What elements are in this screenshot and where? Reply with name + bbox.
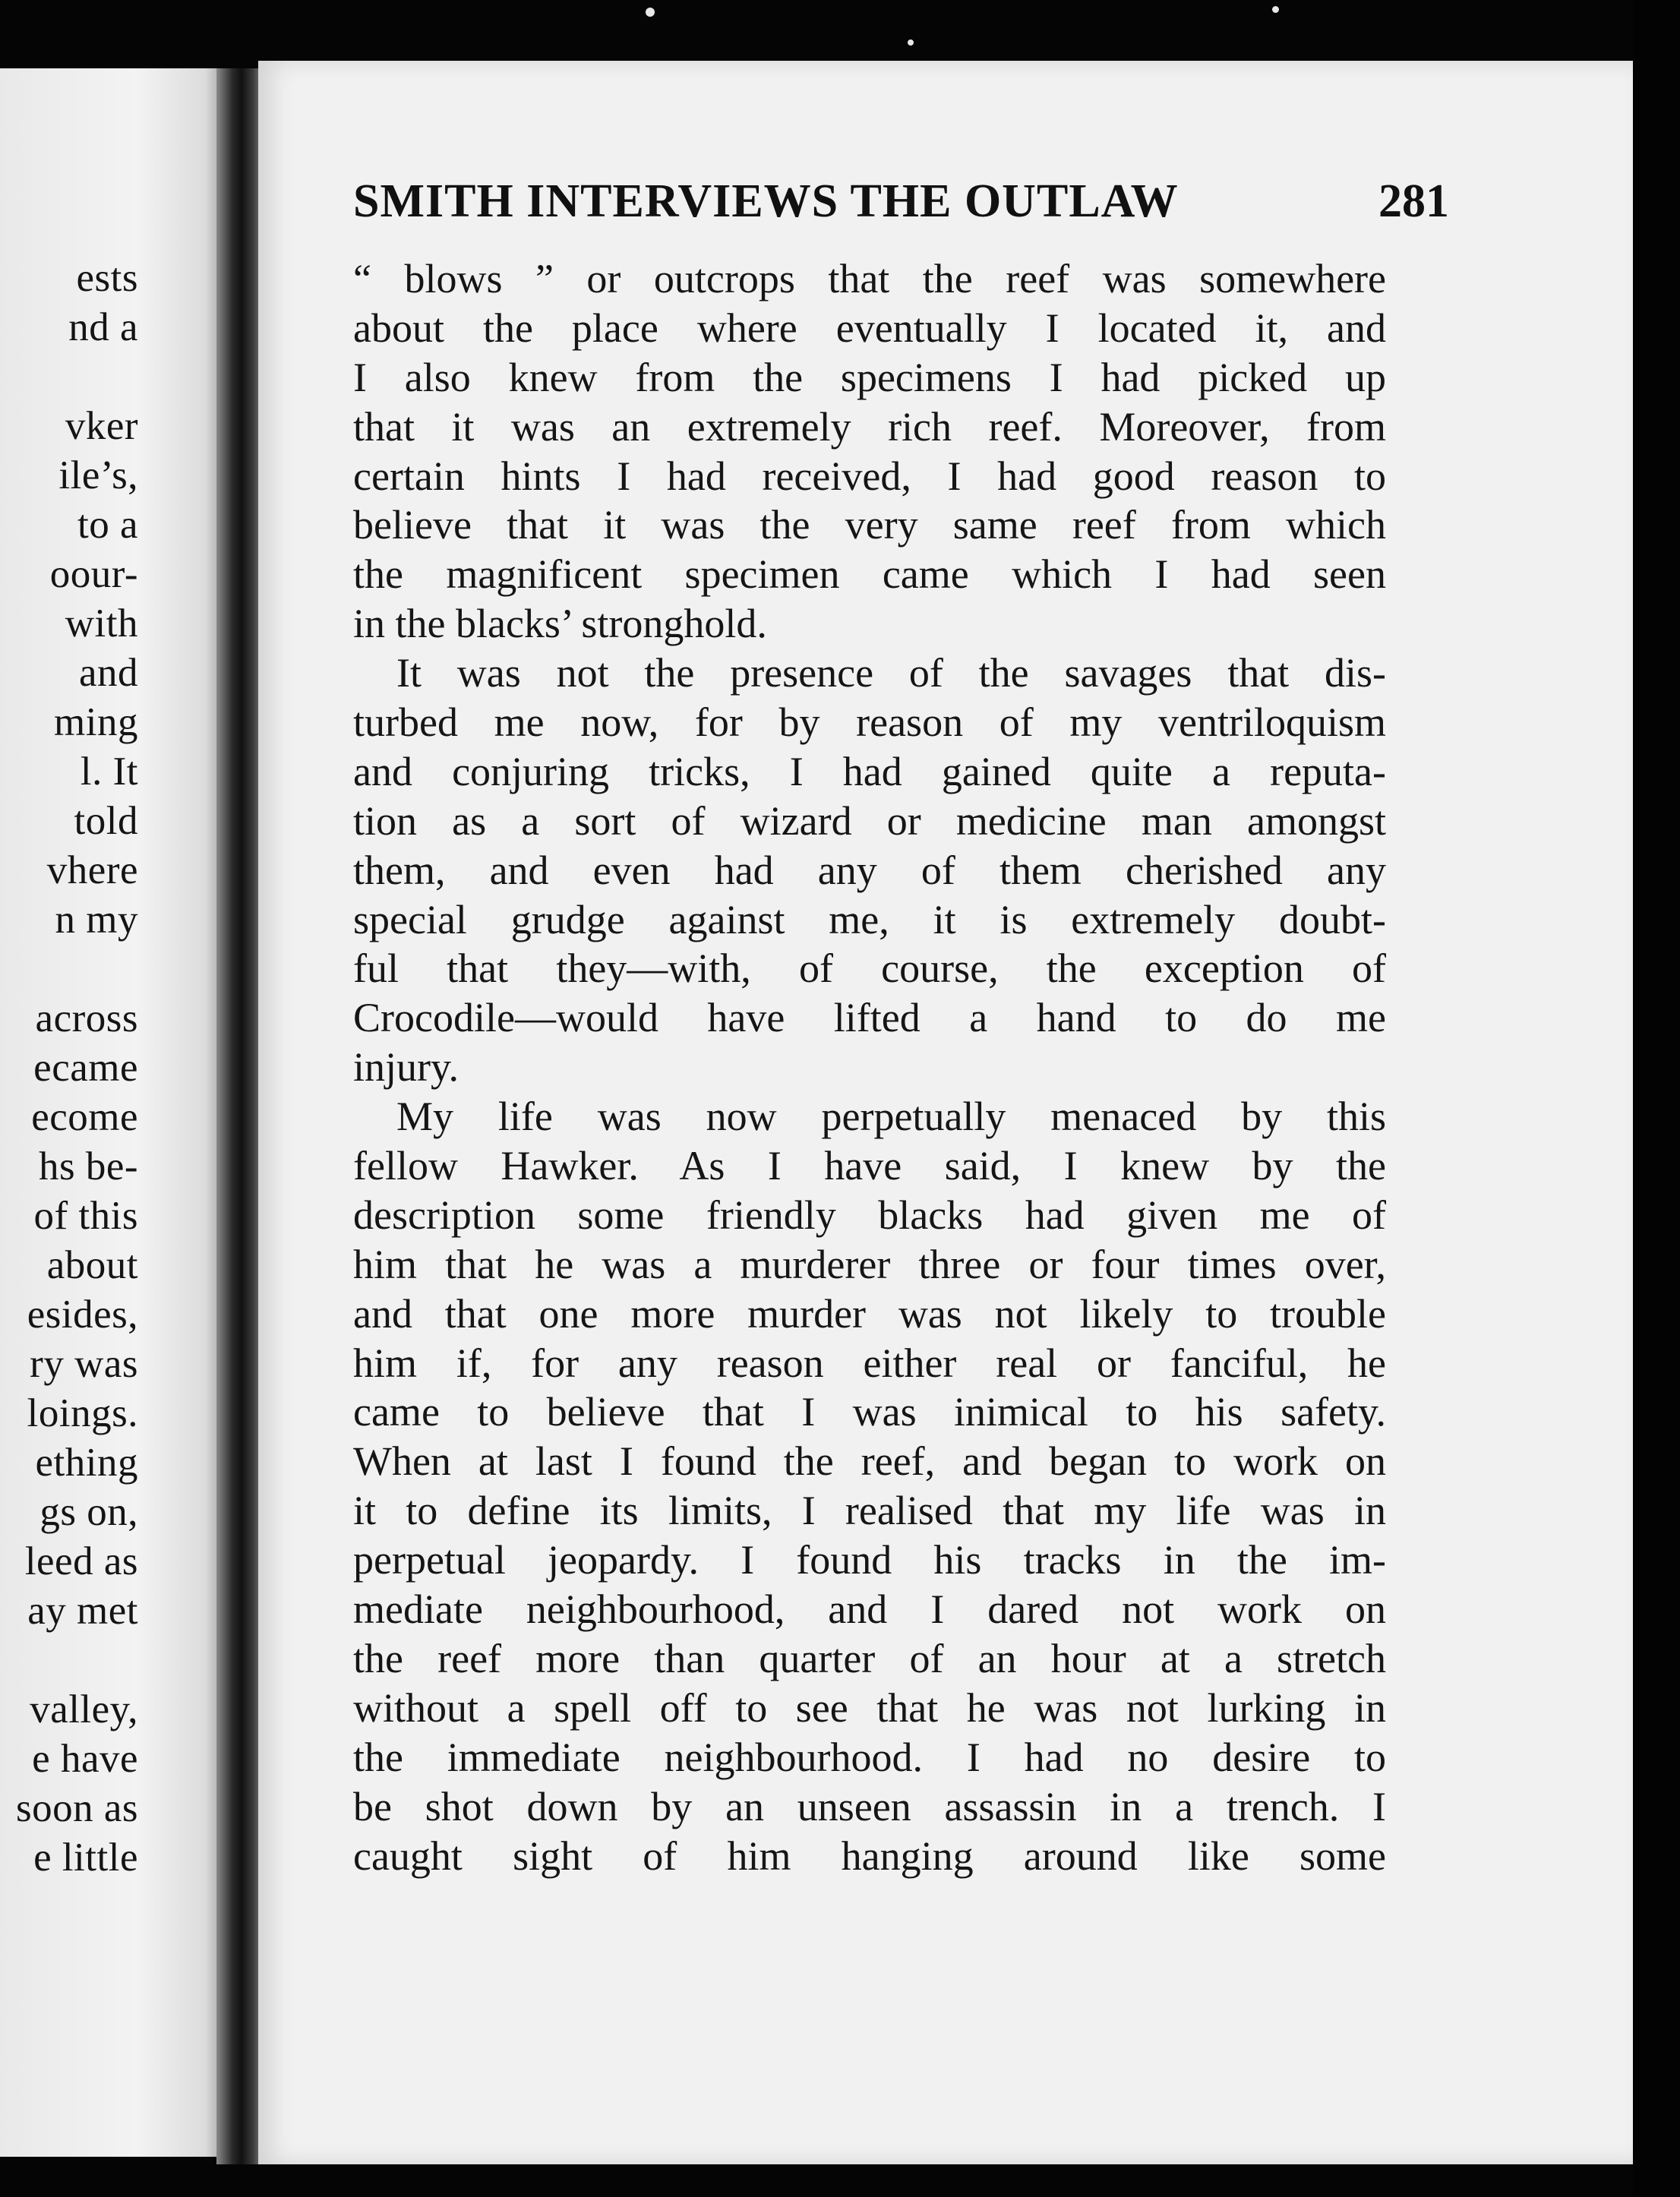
text-line: believe that it was the very same reef from which <box>353 502 1386 548</box>
left-line: valley, <box>30 1687 138 1731</box>
left-line: ry was <box>30 1342 138 1386</box>
left-line: ests <box>76 256 138 300</box>
left-line: vhere <box>46 848 138 892</box>
text-line: in the blacks’ stronghold. <box>353 601 767 647</box>
text-line: special grudge against me, it is extremely doubt- <box>353 896 1386 942</box>
left-line: and <box>78 651 138 695</box>
left-line: ething <box>35 1441 138 1485</box>
text-line: My life was now perpetually menaced by this <box>396 1094 1386 1140</box>
left-line: ay met <box>27 1589 138 1633</box>
text-line: him that he was a murderer three or four times over, <box>353 1241 1386 1287</box>
text-line: certain hints I had received, I had good reason to <box>353 453 1386 499</box>
left-line: ile’s, <box>58 453 138 497</box>
scan-speck <box>1272 6 1279 13</box>
left-facing-page <box>0 68 228 2157</box>
left-line: nd a <box>68 305 138 349</box>
left-line: told <box>74 799 138 843</box>
text-line: mediate neighbourhood, and I dared not work on <box>353 1586 1386 1633</box>
text-line: the immediate neighbourhood. I had no desire to <box>353 1734 1386 1780</box>
text-line: perpetual jeopardy. I found his tracks in the im- <box>353 1537 1386 1583</box>
left-line: of this <box>33 1194 138 1238</box>
left-line: e have <box>32 1737 138 1781</box>
text-line: the reef more than quarter of an hour at a stretch <box>353 1635 1386 1681</box>
left-line: n my <box>55 898 138 942</box>
book-gutter-shadow <box>216 68 262 2164</box>
text-line: be shot down by an unseen assassin in a trench. I <box>353 1783 1386 1829</box>
text-line: turbed me now, for by reason of my ventriloquism <box>353 699 1386 746</box>
scan-right-edge <box>1633 0 1680 2197</box>
left-line: gs on, <box>39 1490 138 1534</box>
text-line: caught sight of him hanging around like some <box>353 1832 1386 1879</box>
page-header <box>353 175 1659 243</box>
text-line: about the place where eventually I located it, and <box>353 305 1386 351</box>
left-line: ecome <box>31 1095 138 1139</box>
left-line: soon as <box>15 1786 138 1830</box>
left-line: esides, <box>27 1293 138 1337</box>
text-line: the magnificent specimen came which I had seen <box>353 551 1386 598</box>
left-line: ming <box>54 700 138 744</box>
left-line: about <box>46 1243 138 1287</box>
text-line: Crocodile—would have lifted a hand to do me <box>353 995 1386 1041</box>
text-line: fellow Hawker. As I have said, I knew by the <box>353 1143 1386 1189</box>
text-line: him if, for any reason either real or fanciful, he <box>353 1340 1386 1386</box>
text-line: without a spell off to see that he was not lurking in <box>353 1684 1386 1731</box>
text-line: It was not the presence of the savages that dis- <box>396 650 1386 696</box>
scan-speck <box>908 39 914 46</box>
running-head: SMITH INTERVIEWS THE OUTLAW <box>353 175 1179 227</box>
page-body-text <box>353 254 1386 1880</box>
left-line: oour- <box>49 552 138 596</box>
text-line: them, and even had any of them cherished any <box>353 847 1386 893</box>
text-line: it to define its limits, I realised that my life was in <box>353 1488 1386 1534</box>
text-line: injury. <box>353 1044 459 1091</box>
left-line: ecame <box>33 1046 138 1090</box>
left-line: with <box>65 601 138 646</box>
left-line: leed as <box>24 1539 138 1583</box>
left-line: to a <box>77 503 138 547</box>
left-line: hs be- <box>38 1144 138 1188</box>
text-line: When at last I found the reef, and began to work on <box>353 1438 1386 1485</box>
left-line: e little <box>33 1836 138 1880</box>
text-line: came to believe that I was inimical to his safety. <box>353 1389 1386 1435</box>
left-line: loings. <box>27 1391 138 1435</box>
text-line: that it was an extremely rich reef. Moreover, from <box>353 403 1386 450</box>
text-line: description some friendly blacks had given me of <box>353 1192 1386 1238</box>
text-line: and that one more murder was not likely to trouble <box>353 1290 1386 1337</box>
book-page <box>258 61 1633 2164</box>
text-line: ful that they—with, of course, the exception of <box>353 945 1386 992</box>
text-line: tion as a sort of wizard or medicine man amongst <box>353 797 1386 844</box>
left-line: vker <box>65 404 138 448</box>
page-number: 281 <box>1378 175 1449 227</box>
text-line: “ blows ” or outcrops that the reef was somewhere <box>353 256 1386 301</box>
text-line: and conjuring tricks, I had gained quite a reputa- <box>353 748 1386 794</box>
left-line: across <box>35 996 138 1040</box>
left-line: l. It <box>80 750 138 794</box>
text-line: I also knew from the specimens I had picked up <box>353 354 1386 400</box>
scan-speck <box>646 8 655 17</box>
